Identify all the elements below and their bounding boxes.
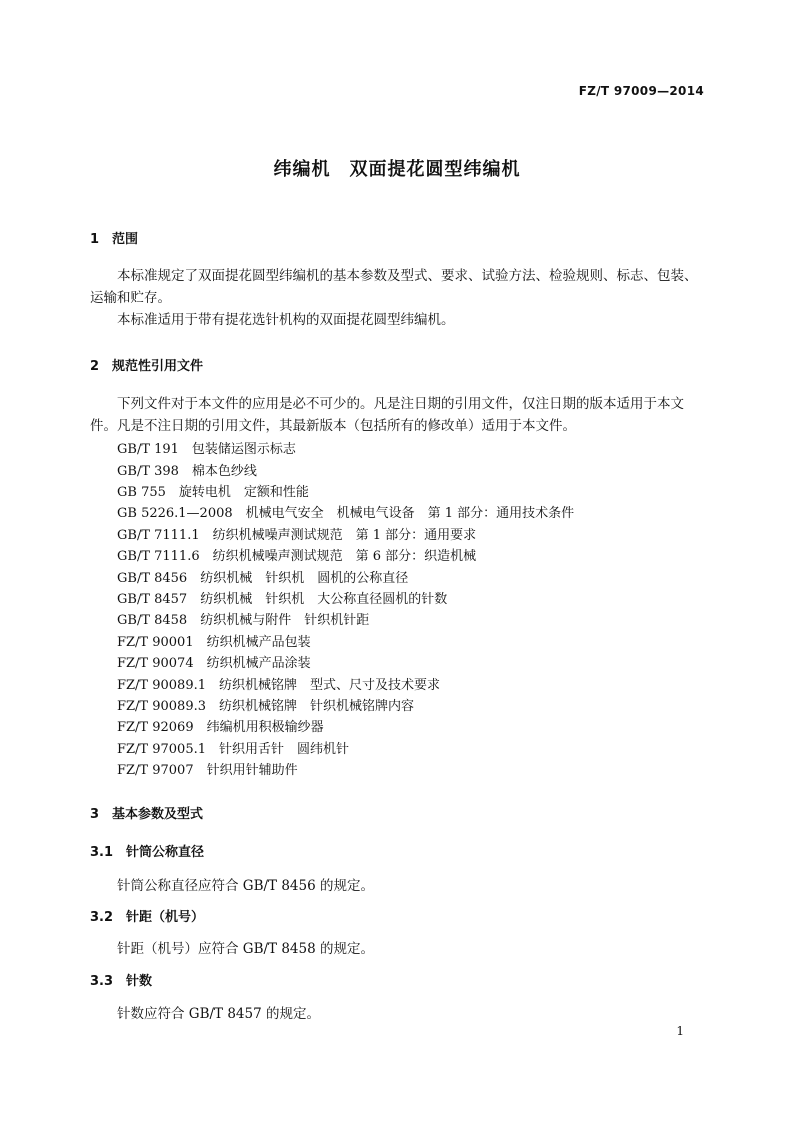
reference-item: FZ/T 90089.1 纺织机械铭牌 型式、尺寸及技术要求: [117, 678, 440, 693]
reference-item: GB/T 7111.6 纺织机械噪声测试规范 第 6 部分：织造机械: [117, 549, 477, 564]
reference-item: GB/T 8458 纺织机械与附件 针织机针距: [117, 613, 370, 628]
reference-item: FZ/T 90074 纺织机械产品涂装: [117, 656, 311, 671]
reference-item: FZ/T 90001 纺织机械产品包装: [117, 635, 311, 650]
section-1-heading: 1 范围: [90, 232, 139, 247]
section-3-2-heading: 3.2 针距（机号）: [90, 910, 205, 925]
reference-item: GB/T 8456 纺织机械 针织机 圆机的公称直径: [117, 571, 409, 586]
document-title: 纬编机 双面提花圆型纬编机: [273, 159, 521, 180]
reference-item: FZ/T 90089.3 纺织机械铭牌 针织机械铭牌内容: [117, 699, 414, 714]
page-number: 1: [676, 1024, 684, 1038]
reference-item: FZ/T 92069 纬编机用积极输纱器: [117, 720, 324, 735]
section-3-heading: 3 基本参数及型式: [90, 807, 204, 822]
section-3-1-heading: 3.1 针筒公称直径: [90, 845, 205, 860]
reference-item: GB 755 旋转电机 定额和性能: [117, 485, 309, 500]
reference-item: GB/T 8457 纺织机械 针织机 大公称直径圆机的针数: [117, 592, 448, 607]
reference-item: FZ/T 97005.1 针织用舌针 圆纬机针: [117, 742, 349, 757]
section-3-2-text: 针距（机号）应符合 GB/T 8458 的规定。: [117, 941, 374, 957]
section-3-3-heading: 3.3 针数: [90, 974, 153, 989]
section-1-paragraph-1: 本标准规定了双面提花圆型纬编机的基本参数及型式、要求、试验方法、检验规则、标志、包装、运输和贮存。: [90, 268, 698, 306]
reference-item: GB/T 398 棉本色纱线: [117, 464, 257, 479]
reference-item: GB/T 191 包装储运图示标志: [117, 442, 296, 457]
reference-item: GB/T 7111.1 纺织机械噪声测试规范 第 1 部分：通用要求: [117, 528, 477, 543]
section-2-heading: 2 规范性引用文件: [90, 359, 204, 374]
section-1-paragraph-2: 本标准适用于带有提花选针机构的双面提花圆型纬编机。: [117, 312, 455, 328]
standard-code: FZ/T 97009—2014: [578, 84, 704, 98]
section-3-3-text: 针数应符合 GB/T 8457 的规定。: [117, 1006, 320, 1022]
section-3-1-text: 针筒公称直径应符合 GB/T 8456 的规定。: [117, 878, 374, 894]
section-2-intro: 下列文件对于本文件的应用是必不可少的。凡是注日期的引用文件，仅注日期的版本适用于本文件。凡是不注日期的引用文件，其最新版本（包括所有的修改单）适用于本文件。: [90, 396, 684, 434]
reference-item: GB 5226.1—2008 机械电气安全 机械电气设备 第 1 部分：通用技术条件: [117, 506, 575, 521]
reference-item: FZ/T 97007 针织用针辅助件: [117, 763, 298, 778]
